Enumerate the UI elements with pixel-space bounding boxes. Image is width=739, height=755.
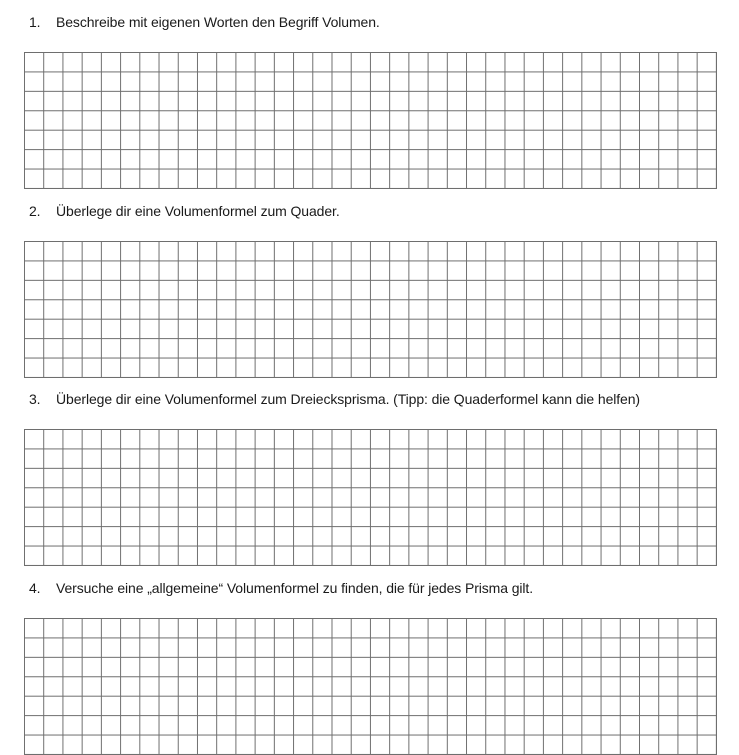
task-2-prompt — [29, 203, 340, 219]
task-4-answer-grid[interactable] — [24, 618, 717, 755]
task-1-answer-grid[interactable] — [24, 52, 717, 189]
task-3-prompt — [29, 391, 640, 407]
task-1-text: Beschreibe mit eigenen Worten den Begriff Volumen. — [56, 14, 380, 30]
task-1-prompt — [29, 14, 380, 30]
task-2-answer-grid[interactable] — [24, 241, 717, 378]
task-4-text: Versuche eine „allgemeine“ Volumenformel zu finden, die für jedes Prisma gilt. — [56, 580, 534, 596]
task-4-number: 4. — [29, 580, 41, 596]
task-3-number: 3. — [29, 391, 41, 407]
task-1-number: 1. — [29, 14, 41, 30]
task-2-number: 2. — [29, 203, 41, 219]
task-3-answer-grid[interactable] — [24, 429, 717, 566]
task-4-prompt — [29, 580, 533, 596]
task-2-text: Überlege dir eine Volumenformel zum Quader. — [56, 203, 340, 219]
task-3-text: Überlege dir eine Volumenformel zum Dreiecksprisma. (Tipp: die Quaderformel kann die helfen) — [56, 391, 640, 407]
